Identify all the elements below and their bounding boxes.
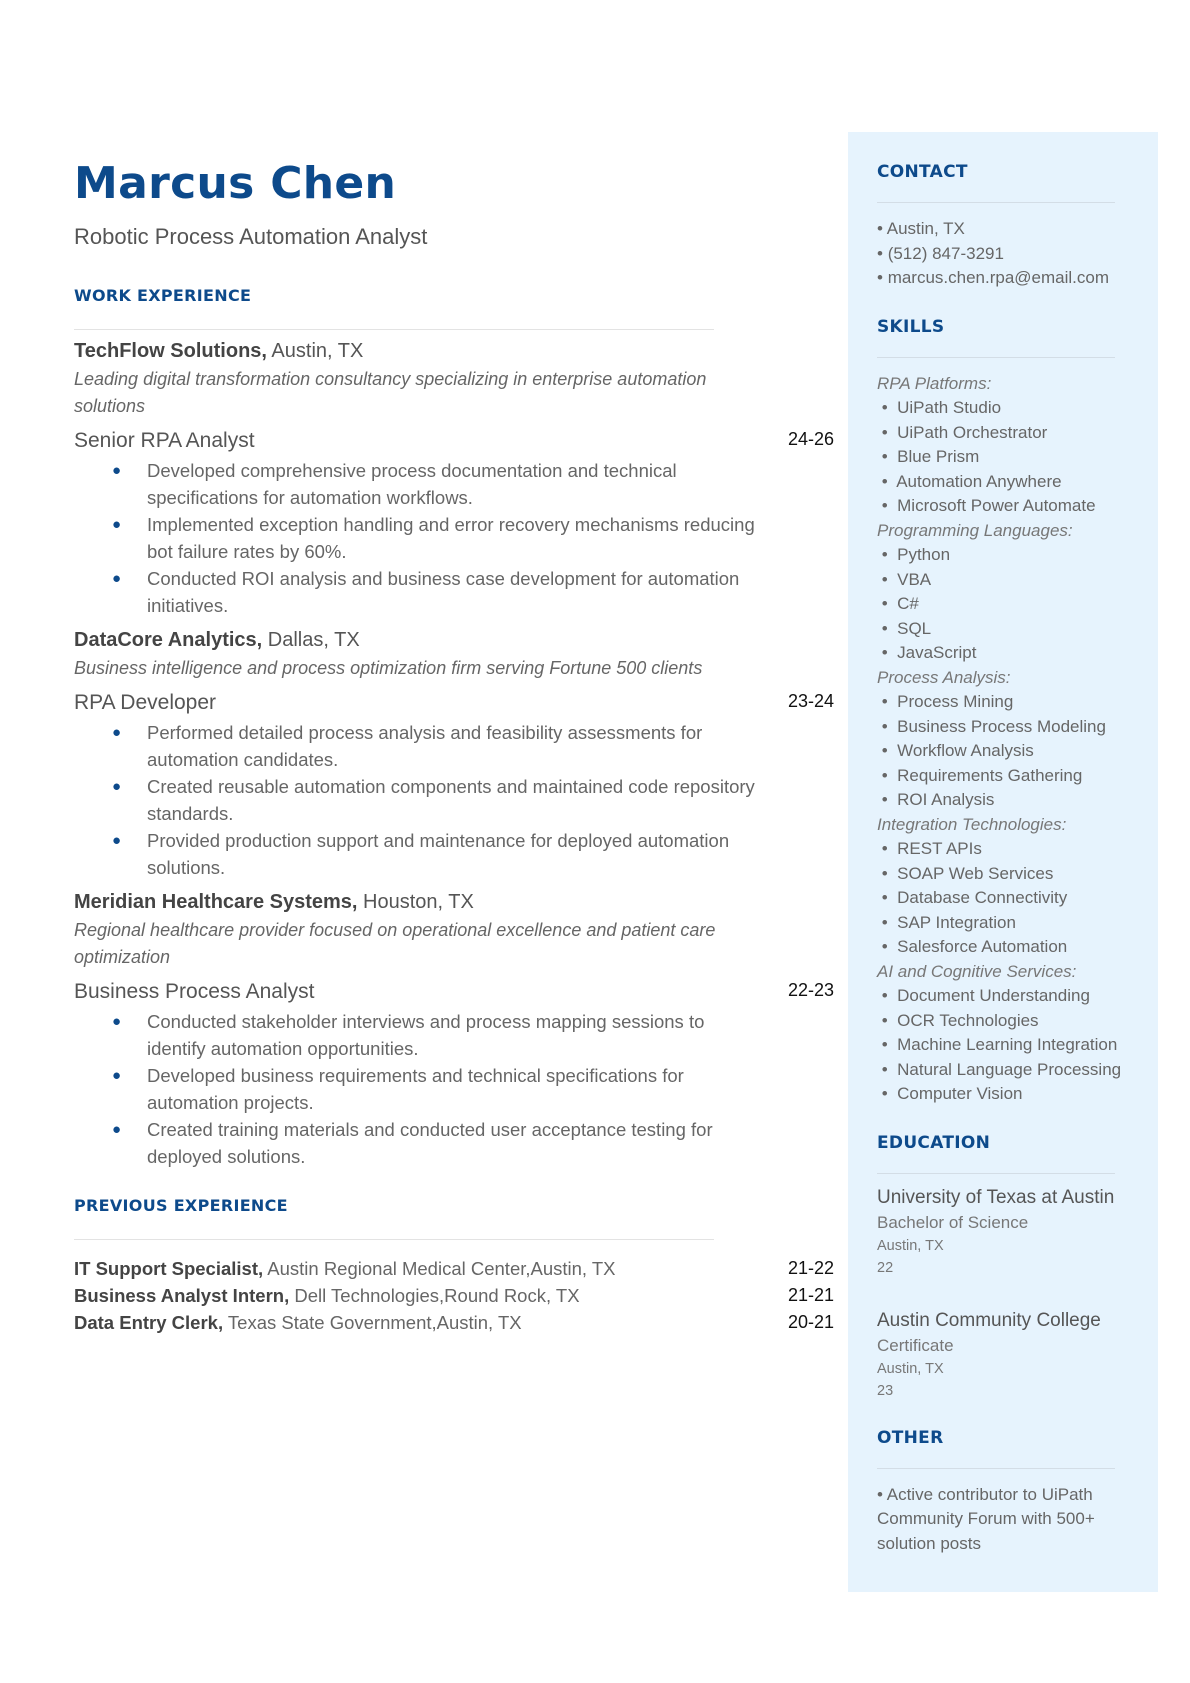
skill-item: [877, 1082, 1142, 1107]
contact-item: [877, 242, 1142, 267]
achievement-list: [74, 1008, 834, 1170]
previous-role-row: [74, 1258, 834, 1285]
achievement-text: Performed detailed process analysis and feasibility assessments for automation candidates.: [147, 722, 703, 771]
achievement-item: [74, 1008, 765, 1062]
bullet-icon: •: [877, 569, 898, 589]
work-experience-list: [74, 340, 834, 1170]
skill-item: [877, 568, 1142, 593]
bullet-icon: •: [877, 937, 898, 956]
skill-text: Microsoft Power Automate: [897, 496, 1096, 515]
bullet-icon: •: [877, 545, 898, 564]
section-divider: [877, 1468, 1115, 1469]
skill-item: [877, 911, 1142, 936]
achievement-item: [74, 565, 765, 619]
skill-text: UiPath Orchestrator: [897, 422, 1048, 442]
company-location: Houston, TX: [357, 891, 474, 914]
previous-dates: 21-22: [787, 1258, 834, 1279]
achievement-text: Developed comprehensive process documentation and technical specifications for automation workflows.: [147, 460, 677, 509]
skills-heading: SKILLS: [877, 316, 945, 337]
achievement-item: [74, 719, 765, 773]
company-name: DataCore Analytics,: [74, 629, 263, 652]
bullet-icon: ●: [112, 724, 122, 742]
skill-item: [877, 690, 1142, 715]
contact-heading: CONTACT: [877, 162, 968, 182]
skill-category: Process Analysis:: [877, 667, 1011, 687]
company-description: Regional healthcare provider focused on operational excellence and patient care optimization: [74, 920, 716, 968]
skill-item: [877, 1033, 1142, 1058]
skill-item: [877, 788, 1142, 813]
bullet-icon: •: [877, 986, 898, 1005]
skill-item: [877, 935, 1142, 960]
school-location: Austin, TX: [877, 1237, 944, 1254]
section-divider: [74, 1239, 714, 1240]
role-row: [74, 691, 834, 719]
bullet-icon: •: [877, 594, 898, 613]
skill-text: SAP Integration: [897, 912, 1016, 932]
skill-text: Workflow Analysis: [897, 741, 1034, 760]
bullet-icon: •: [877, 839, 898, 858]
education-heading: EDUCATION: [877, 1132, 991, 1153]
bullet-icon: •: [877, 912, 898, 932]
bullet-icon: •: [877, 471, 897, 491]
bullet-icon: •: [877, 643, 898, 662]
company-location: Dallas, TX: [262, 629, 360, 652]
skill-text: Natural Language Processing: [897, 1059, 1122, 1079]
company-description: Business intelligence and process optimization firm serving Fortune 500 clients: [74, 658, 703, 679]
skill-text: VBA: [897, 569, 932, 589]
section-divider: [74, 329, 714, 330]
skill-text: Computer Vision: [897, 1084, 1023, 1103]
previous-role: IT Support Specialist,: [74, 1258, 264, 1280]
achievement-text: Created reusable automation components and maintained code repository standards.: [147, 776, 755, 825]
skill-category: Integration Technologies:: [877, 814, 1067, 834]
bullet-icon: •: [877, 1010, 898, 1030]
company-line: [74, 340, 834, 363]
job-entry: [74, 340, 834, 619]
bullet-icon: •: [877, 422, 898, 442]
bullet-icon: ●: [112, 1121, 122, 1139]
bullet-icon: •: [877, 1084, 898, 1103]
other-heading: OTHER: [877, 1427, 944, 1448]
previous-role-row: [74, 1312, 834, 1339]
section-divider: [877, 357, 1115, 358]
skill-item: [877, 641, 1142, 666]
company-name: TechFlow Solutions,: [74, 340, 267, 363]
degree: Bachelor of Science: [877, 1212, 1029, 1232]
previous-dates: 21-21: [787, 1285, 834, 1306]
candidate-title: Robotic Process Automation Analyst: [74, 224, 428, 250]
bullet-icon: ●: [112, 516, 122, 534]
skill-text: UiPath Studio: [897, 398, 1002, 417]
contact-list: [877, 217, 1142, 291]
skill-item: [877, 837, 1142, 862]
other-list: [877, 1483, 1142, 1557]
skill-text: Python: [897, 545, 951, 564]
bullet-icon: •: [877, 1059, 898, 1079]
achievement-item: [74, 773, 765, 827]
skill-item: [877, 396, 1142, 421]
skill-item: [877, 470, 1142, 495]
sidebar: [848, 132, 1158, 1592]
section-divider: [877, 1173, 1115, 1174]
role-dates: 24-26: [787, 429, 834, 450]
other-text: Active contributor to UiPath Community Forum with 500+ solution posts: [877, 1484, 1095, 1553]
skill-text: REST APIs: [897, 839, 982, 858]
skill-text: Process Mining: [897, 692, 1014, 711]
skill-category: RPA Platforms:: [877, 373, 992, 393]
bullet-icon: ●: [112, 832, 122, 850]
section-divider: [877, 202, 1115, 203]
bullet-icon: ●: [112, 1067, 122, 1085]
bullet-icon: •: [877, 243, 888, 263]
skill-item: [877, 592, 1142, 617]
previous-dates: 20-21: [787, 1312, 834, 1333]
contact-text: marcus.chen.rpa@email.com: [887, 268, 1110, 287]
achievement-text: Created training materials and conducted user acceptance testing for deployed solutions.: [147, 1119, 713, 1168]
achievement-list: [74, 457, 834, 619]
skill-text: Business Process Modeling: [897, 716, 1106, 736]
skill-item: [877, 715, 1142, 740]
skill-item: [877, 984, 1142, 1009]
education-list: [877, 1184, 1142, 1402]
bullet-icon: •: [877, 496, 898, 515]
skill-item: [877, 421, 1142, 446]
skill-item: [877, 494, 1142, 519]
previous-org: Austin Regional Medical Center,Austin, TX: [263, 1258, 616, 1280]
bullet-icon: •: [877, 219, 887, 238]
company-location: Austin, TX: [266, 340, 364, 363]
skill-item: [877, 862, 1142, 887]
company-line: [74, 891, 834, 914]
achievement-text: Conducted ROI analysis and business case development for automation initiatives.: [147, 568, 740, 617]
skill-item: [877, 764, 1142, 789]
skill-item: [877, 1009, 1142, 1034]
bullet-icon: ●: [112, 1013, 122, 1031]
bullet-icon: •: [877, 447, 898, 466]
skill-text: C#: [897, 594, 919, 613]
skill-item: [877, 445, 1142, 470]
bullet-icon: •: [877, 888, 898, 907]
role-row: [74, 429, 834, 457]
previous-role: Data Entry Clerk,: [74, 1312, 224, 1334]
contact-text: (512) 847-3291: [887, 243, 1004, 263]
skill-text: Database Connectivity: [897, 888, 1068, 907]
skill-text: Requirements Gathering: [897, 765, 1083, 785]
skill-text: SQL: [897, 618, 932, 638]
role-row: [74, 980, 834, 1008]
degree: Certificate: [877, 1335, 954, 1355]
role-dates: 22-23: [787, 980, 834, 1001]
skill-text: Automation Anywhere: [896, 471, 1062, 491]
skill-text: ROI Analysis: [897, 790, 995, 809]
achievement-text: Implemented exception handling and error recovery mechanisms reducing bot failure rates by 60%.: [147, 514, 755, 563]
skill-category: Programming Languages:: [877, 520, 1073, 540]
achievement-item: [74, 1062, 765, 1116]
job-entry: [74, 891, 834, 1170]
achievement-item: [74, 457, 765, 511]
graduation-year: 23: [877, 1382, 894, 1399]
bullet-icon: •: [877, 268, 888, 287]
role-dates: 23-24: [787, 691, 834, 712]
skill-text: Salesforce Automation: [897, 937, 1068, 956]
skill-text: OCR Technologies: [897, 1010, 1039, 1030]
main-column: [74, 160, 834, 1339]
skill-item: [877, 617, 1142, 642]
contact-item: [877, 266, 1142, 291]
bullet-icon: •: [877, 790, 898, 809]
skill-text: Machine Learning Integration: [897, 1035, 1118, 1054]
previous-role: Business Analyst Intern,: [74, 1285, 290, 1307]
skill-item: [877, 543, 1142, 568]
graduation-year: 22: [877, 1259, 894, 1276]
role-title: Business Process Analyst: [74, 980, 315, 1004]
skill-item: [877, 1058, 1142, 1083]
bullet-icon: ●: [112, 778, 122, 796]
bullet-icon: ●: [112, 570, 122, 588]
school-name: University of Texas at Austin: [877, 1186, 1115, 1208]
role-title: RPA Developer: [74, 691, 217, 715]
skill-text: Blue Prism: [897, 447, 980, 466]
skills-list: [877, 372, 1142, 1107]
contact-item: [877, 217, 1142, 242]
job-entry: [74, 629, 834, 881]
previous-org: Dell Technologies,Round Rock, TX: [289, 1285, 580, 1307]
previous-role-row: [74, 1285, 834, 1312]
bullet-icon: •: [877, 716, 898, 736]
previous-org: Texas State Government,Austin, TX: [223, 1312, 522, 1334]
skill-text: SOAP Web Services: [897, 863, 1054, 883]
bullet-icon: •: [877, 618, 898, 638]
skill-item: [877, 886, 1142, 911]
candidate-name: Marcus Chen: [74, 158, 397, 209]
skill-text: JavaScript: [897, 643, 977, 662]
school-name: Austin Community College: [877, 1309, 1101, 1331]
skill-item: [877, 739, 1142, 764]
achievement-text: Provided production support and maintenance for deployed automation solutions.: [147, 830, 730, 879]
education-entry: [877, 1307, 1142, 1402]
other-item: [877, 1483, 1142, 1557]
skill-text: Document Understanding: [897, 986, 1090, 1005]
company-description: Leading digital transformation consultancy specializing in enterprise automation solutions: [74, 369, 707, 417]
skill-category: AI and Cognitive Services:: [877, 961, 1077, 981]
bullet-icon: •: [877, 692, 898, 711]
role-title: Senior RPA Analyst: [74, 429, 255, 453]
achievement-item: [74, 827, 765, 881]
school-location: Austin, TX: [877, 1360, 944, 1377]
bullet-icon: •: [877, 863, 898, 883]
education-entry: [877, 1184, 1142, 1279]
company-line: [74, 629, 834, 652]
bullet-icon: •: [877, 765, 898, 785]
achievement-text: Conducted stakeholder interviews and process mapping sessions to identify automation opportunities.: [147, 1011, 705, 1060]
achievement-list: [74, 719, 834, 881]
company-name: Meridian Healthcare Systems,: [74, 891, 358, 914]
previous-experience-heading: PREVIOUS EXPERIENCE: [74, 1196, 288, 1216]
achievement-text: Developed business requirements and technical specifications for automation projects.: [147, 1065, 684, 1114]
bullet-icon: •: [877, 741, 898, 760]
bullet-icon: •: [877, 1484, 887, 1504]
work-experience-heading: WORK EXPERIENCE: [74, 286, 252, 306]
achievement-item: [74, 511, 765, 565]
bullet-icon: ●: [112, 462, 122, 480]
bullet-icon: •: [877, 1035, 898, 1054]
bullet-icon: •: [877, 398, 898, 417]
previous-experience-list: [74, 1258, 834, 1339]
contact-text: Austin, TX: [886, 219, 965, 238]
achievement-item: [74, 1116, 765, 1170]
